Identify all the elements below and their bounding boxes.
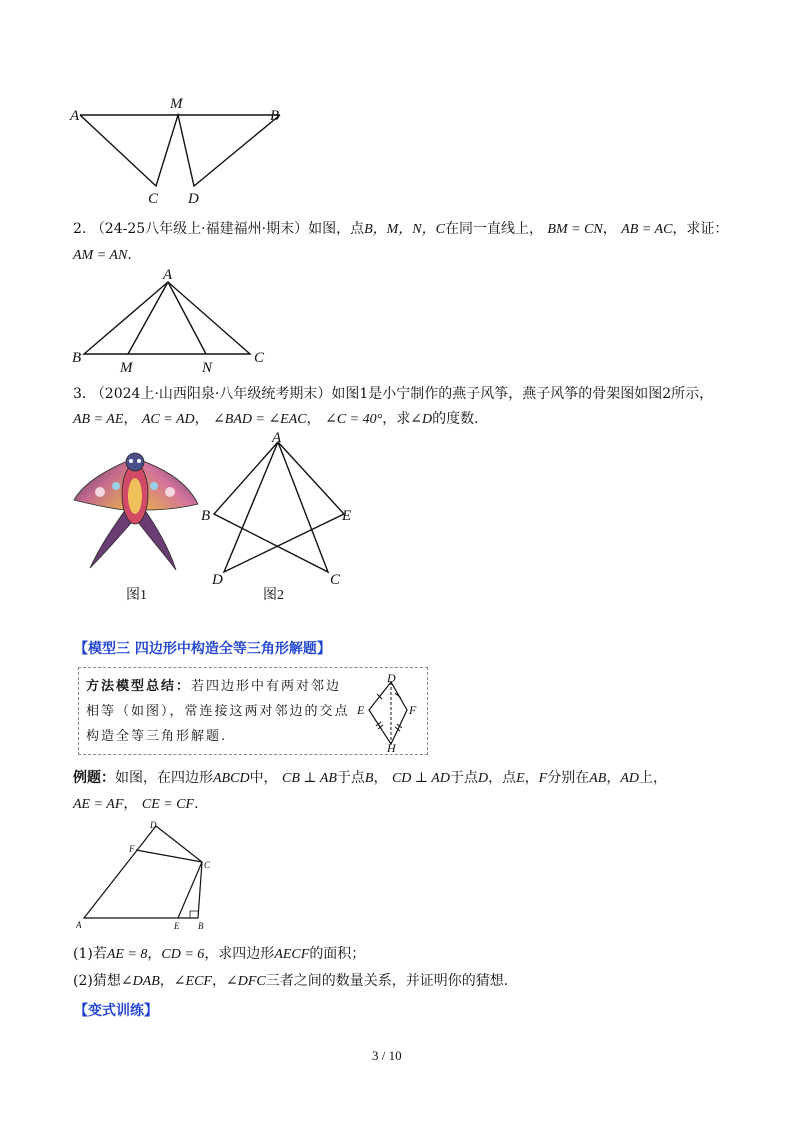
problem-3-line-2: AB = AE， AC = AD， ∠BAD = ∠EAC， ∠C = 40°，求∠D的度数. bbox=[73, 411, 479, 427]
label-a: A bbox=[272, 430, 282, 446]
problem-2-line-1: 2. （24-25八年级上·福建福州·期末）如图，点B，M，N，C在同一直线上， BM = CN， AB = AC，求证： bbox=[73, 221, 729, 237]
label-m: M bbox=[120, 360, 133, 376]
label-a: A bbox=[70, 108, 80, 124]
goal: AM = AN bbox=[73, 248, 128, 263]
method-line-1: 方法模型总结：若四边形中有两对邻边 bbox=[86, 679, 342, 694]
problem-source: （24-25八年级上·福建福州·期末） bbox=[90, 221, 309, 237]
label-f: F bbox=[129, 844, 135, 854]
segment-am bbox=[128, 282, 168, 354]
figure-triangles-amb bbox=[60, 90, 300, 210]
label-m: M bbox=[170, 96, 183, 112]
label-b: B bbox=[270, 108, 280, 124]
right-angle-b bbox=[190, 911, 198, 918]
condition: AB = AC bbox=[621, 222, 673, 237]
model-3-heading: 【模型三 四边形中构造全等三角形解题】 bbox=[74, 641, 331, 657]
label-d: D bbox=[212, 572, 223, 588]
figure-kite-skeleton bbox=[196, 430, 356, 590]
page-number: 3 / 10 bbox=[372, 1048, 402, 1063]
example-label: 例题： bbox=[73, 770, 115, 786]
label-c: C bbox=[330, 572, 341, 588]
problem-number: 3. bbox=[73, 386, 87, 402]
problem-2-line-2: AM = AN. bbox=[73, 247, 132, 263]
label-e: E bbox=[357, 703, 365, 717]
problem-3-line-1: 3. （2024上·山西阳泉·八年级统考期末）如图1是小宁制作的燕子风筝，燕子风筝的骨架图如图2所示， bbox=[73, 386, 714, 402]
triangle-abc bbox=[84, 282, 250, 354]
label-c: C bbox=[254, 350, 265, 366]
label-d: D bbox=[150, 820, 157, 830]
example-question-2: (2)猜想∠DAB，∠ECF，∠DFC三者之间的数量关系，并证明你的猜想. bbox=[73, 973, 509, 989]
label-a: A bbox=[76, 920, 82, 930]
label-f: F bbox=[409, 703, 417, 717]
segment-an bbox=[168, 282, 206, 354]
label-b: B bbox=[198, 921, 204, 931]
label-h: H bbox=[387, 741, 396, 752]
problem-number: 2. bbox=[73, 221, 87, 237]
condition: BM = CN bbox=[547, 222, 603, 237]
figure-triangle-abc bbox=[60, 268, 280, 376]
kite-swallow-image bbox=[70, 446, 202, 574]
method-line-2: 相等（如图），常连接这两对邻边的交点 bbox=[86, 704, 350, 719]
figure-quadrilateral-abcd bbox=[70, 818, 220, 934]
label-d: D bbox=[387, 672, 396, 685]
triangle-abc-sides bbox=[214, 442, 328, 572]
label-b: B bbox=[201, 508, 211, 524]
figure-2-caption: 图2 bbox=[263, 588, 284, 603]
label-d: D bbox=[188, 191, 199, 207]
example-line-2: AE = AF， CE = CF. bbox=[73, 796, 199, 812]
figure-kite-defh bbox=[347, 672, 423, 752]
label-a: A bbox=[163, 268, 173, 283]
method-summary-box bbox=[78, 667, 428, 755]
triangle-aed-sides bbox=[224, 442, 344, 572]
label-e: E bbox=[342, 508, 352, 524]
example-question-1: (1)若AE = 8，CD = 6，求四边形AECF的面积； bbox=[73, 946, 366, 962]
figure-1-caption: 图1 bbox=[126, 588, 147, 603]
label-n: N bbox=[202, 360, 213, 376]
segment-fc bbox=[136, 850, 202, 862]
label-c: C bbox=[204, 860, 211, 870]
quadrilateral-defh bbox=[369, 682, 407, 744]
method-line-3: 构造全等三角形解题. bbox=[86, 729, 228, 744]
label-c: C bbox=[148, 191, 159, 207]
label-b: B bbox=[72, 350, 82, 366]
label-e: E bbox=[174, 921, 180, 931]
example-line-1: 例题：如图，在四边形ABCD中， CB ⊥ AB于点B， CD ⊥ AD于点D，点E，F分别在AB，AD上， bbox=[73, 770, 667, 786]
method-title: 方法模型总结： bbox=[86, 679, 192, 694]
variant-heading: 【变式训练】 bbox=[74, 1003, 158, 1019]
problem-source: （2024上·山西阳泉·八年级统考期末） bbox=[90, 386, 332, 402]
segments-acmdb bbox=[80, 115, 280, 186]
